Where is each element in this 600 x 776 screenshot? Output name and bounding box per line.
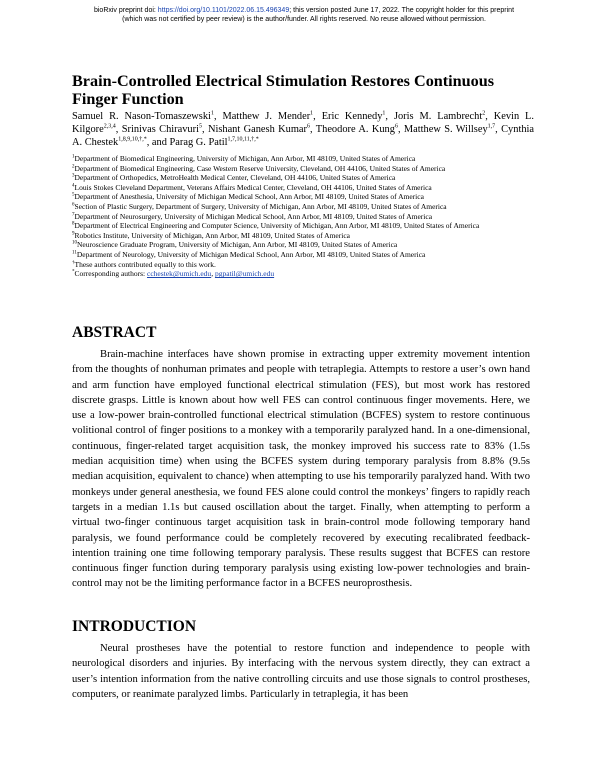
affiliation-marker: 3 [72, 173, 75, 179]
affiliation-item [72, 183, 534, 193]
affiliation-marker: * [72, 269, 75, 275]
banner-prefix: bioRxiv preprint doi: [93, 7, 158, 14]
affiliation-text: Department of Biomedical Engineering, Case Western Reserve University, Cleveland, OH 44106, United States of America [74, 163, 446, 173]
affiliation-text: Department of Neurosurgery, University of Michigan Medical School, Ann Arbor, MI 48109, United States of America [74, 211, 433, 221]
author-separator: , [310, 124, 316, 135]
author-name: Matthew J. Mender [222, 111, 311, 122]
affiliation-item [72, 269, 534, 279]
author-name: Samuel R. Nason-Tomaszewski [72, 111, 211, 122]
affiliation-text: Corresponding authors: [74, 269, 147, 279]
affiliation-item [72, 192, 534, 202]
affiliation-item [72, 221, 534, 231]
author-name: Eric Kennedy [321, 111, 383, 122]
affiliation-list [72, 154, 534, 279]
email-link[interactable]: pgpatil@umich.edu [214, 269, 275, 279]
affiliation-marker: 8 [72, 221, 75, 227]
author-affiliation-marker: 1 [210, 110, 214, 117]
author-affiliation-marker: 2,3,4 [103, 123, 116, 130]
affiliation-item [72, 250, 534, 260]
author-separator: , [385, 111, 394, 122]
author-separator: , [485, 111, 494, 122]
author-list [72, 110, 534, 149]
affiliation-marker: 4 [72, 183, 75, 189]
affiliation-marker: † [72, 260, 75, 266]
affiliation-text: Section of Plastic Surgery, Department of Surgery, University of Michigan, Ann Arbor, MI 48109, United States of America [74, 201, 447, 211]
affiliation-marker: 6 [72, 202, 75, 208]
author-affiliation-marker: 1,8,9,10,†,* [118, 136, 147, 143]
author-affiliation-marker: 6 [307, 123, 310, 130]
author-separator: , [201, 124, 208, 135]
author-name: Matthew S. Willsey [403, 124, 488, 135]
affiliation-marker: 9 [72, 231, 75, 237]
author-separator: , [313, 111, 322, 122]
affiliation-marker: 2 [72, 164, 75, 170]
affiliation-text: Neuroscience Graduate Program, University of Michigan, Ann Arbor, MI 48109, United States of America [77, 240, 398, 250]
author-name: Parag G. Patil [169, 137, 228, 148]
affiliation-marker: 5 [72, 192, 75, 198]
author-name: Joris M. Lambrecht [393, 111, 483, 122]
affiliation-marker: 11 [72, 250, 77, 256]
author-affiliation-marker: 1 [382, 110, 386, 117]
author-name: Cynthia A. Chestek [72, 124, 535, 148]
affiliation-item [72, 212, 534, 222]
affiliation-item [72, 260, 534, 270]
affiliation-marker: 7 [72, 212, 75, 218]
introduction-heading: INTRODUCTION [72, 618, 197, 635]
affiliation-item [72, 164, 534, 174]
banner-line-1 [64, 6, 544, 15]
author-affiliation-marker: 1 [310, 110, 314, 117]
author-separator: , [495, 124, 502, 135]
author-affiliation-marker: 1,7 [487, 123, 496, 130]
abstract-heading: ABSTRACT [72, 324, 157, 341]
affiliation-item [72, 202, 534, 212]
paper-title: Brain-Controlled Electrical Stimulation Restores Continuous Finger Function [72, 72, 495, 108]
affiliation-item [72, 240, 534, 250]
author-affiliation-marker: 1,7,10,11,†,* [227, 136, 259, 143]
introduction-text: Neural prostheses have the potential to restore function and independence to people with neurological disorders and injuries. By interfacing with the nervous system directly, they can extract a user’s intention information from the native controlling circuits and use those signals to control prostheses, computers, or reanimate paralyzed limbs. Particularly in tetraplegia, it has been [72, 643, 530, 700]
author-separator: , [213, 111, 223, 122]
affiliation-marker: 10 [72, 240, 77, 246]
email-link[interactable]: cchestek@umich.edu [147, 269, 212, 279]
affiliation-text: Department of Biomedical Engineering, University of Michigan, Ann Arbor, MI 48109, United States of America [74, 154, 416, 163]
banner-line-2: (which was not certified by peer review) is the author/funder. All rights reserved. No reuse allowed without permission. [122, 16, 486, 23]
affiliation-text: Robotics Institute, University of Michigan, Ann Arbor, MI 48109, United States of America [74, 230, 350, 240]
affiliation-item [72, 231, 534, 241]
affiliation-marker: 1 [72, 154, 75, 160]
author-affiliation-marker: 6 [394, 123, 398, 130]
author-separator: , [397, 124, 404, 135]
author-separator: , and [146, 137, 170, 148]
affiliation-text: Department of Neurology, University of Michigan Medical School, Ann Arbor, MI 48109, United States of America [76, 249, 426, 259]
affiliation-text: Louis Stokes Cleveland Department, Veterans Affairs Medical Center, Cleveland, OH 44106, United States of America [74, 182, 432, 192]
author-name: Nishant Ganesh Kumar [207, 124, 307, 135]
abstract-text: Brain-machine interfaces have shown promise in extracting upper extremity movement intention from the thoughts of nonhuman primates and people with tetraplegia. Attempts to restore a user’s own hand and arm function have employed functional electrical stimulation (FES), but most work has restored discrete grasps. Little is known about how well FES can control continuous finger movements. Here, we use a low-power brain-controlled functional electrical stimulation (BCFES) system to restore continuous volitional control of finger positions to a monkey with a temporarily paralyzed hand. In a one-dimensional, continuous, finger-related target acquisition task, the monkey improved his success rate to 83% (1.5s median acquisition time) when using the BCFES system during temporary paralysis from 8.8% (9.5s median acquisition, equivalent to chance) when attempting to use his temporarily paralyzed hand. With two monkeys under general anesthesia, we found FES alone could control the monkeys’ fingers to rapidly reach targets in a median 1.1s but caused oscillation about the target. Finally, when attempting to perform a virtual two-finger continuous target acquisition task in brain-control mode following temporary hand paralysis, we found performance could be completely recovered by executing recalibrated feedback-intention training one time following temporary paralysis. These results suggest that BCFES can restore continuous finger function during temporary paralysis using existing low-power technologies and brain-control may not be the limiting performance factor in a BCFES neuroprosthesis. [72, 349, 530, 590]
email-separator: , [211, 269, 215, 279]
author-separator: , [115, 124, 122, 135]
doi-link[interactable]: https://doi.org/10.1101/2022.06.15.496349 [157, 7, 290, 14]
author-name: Kevin L. Kilgore [72, 111, 534, 135]
affiliation-text: Department of Orthopedics, MetroHealth Medical Center, Cleveland, OH 44106, United States of America [74, 173, 396, 183]
affiliation-item [72, 154, 534, 164]
author-affiliation-marker: 2 [482, 110, 486, 117]
preprint-banner [64, 6, 544, 24]
affiliation-text: Department of Anesthesia, University of Michigan Medical School, Ann Arbor, MI 48109, United States of America [74, 192, 424, 202]
banner-suffix: ; this version posted June 17, 2022. The copyright holder for this preprint [289, 7, 515, 14]
author-name: Srinivas Chiravuri [121, 124, 199, 135]
author-name: Theodore A. Kung [315, 124, 395, 135]
affiliation-text: These authors contributed equally to this work. [74, 259, 216, 269]
author-affiliation-marker: 5 [198, 123, 202, 130]
affiliation-item [72, 173, 534, 183]
affiliation-text: Department of Electrical Engineering and Computer Science, University of Michigan, Ann Arbor, MI 48109, United States of America [74, 221, 480, 231]
